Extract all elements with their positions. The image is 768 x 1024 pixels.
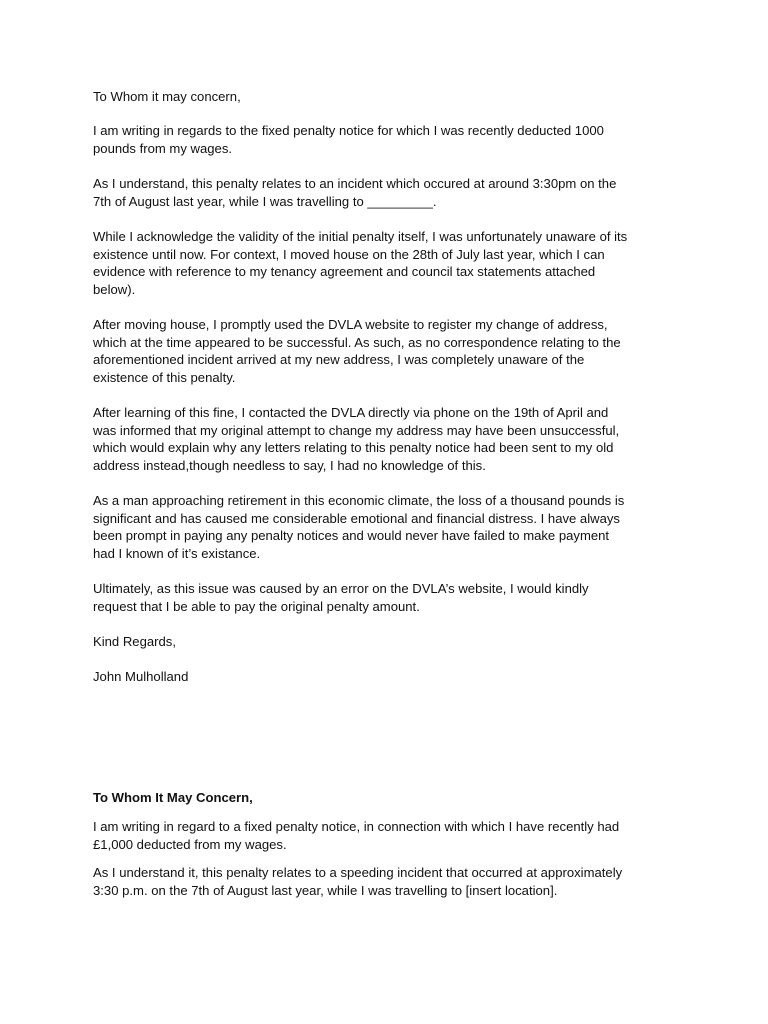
letter1-paragraph-3: While I acknowledge the validity of the initial penalty itself, I was unfortunately unaware of its existence until now. For context, I moved house on the 28th of July last year, which I can evidence with reference to my tenancy agreement and council tax statements attached below). <box>93 229 628 298</box>
letter1-paragraph-4: After moving house, I promptly used the DVLA website to register my change of address, which at the time appeared to be successful. As such, as no correspondence relating to the aforementioned incident arrived at my new address, I was completely unaware of the existence of this penalty. <box>93 317 621 386</box>
letter2-greeting: To Whom It May Concern, <box>93 790 253 805</box>
letter1-closing: Kind Regards, <box>93 634 176 649</box>
letter2-paragraph-2: As I understand it, this penalty relates to a speeding incident that occurred at approximately 3:30 p.m. on the 7th of August last year, while I was travelling to [insert location]. <box>93 865 623 898</box>
letter1-signature: John Mulholland <box>93 669 189 684</box>
letter1-greeting: To Whom it may concern, <box>93 89 241 104</box>
letter1-paragraph-7: Ultimately, as this issue was caused by an error on the DVLA’s website, I would kindly request that I be able to pay the original penalty amount. <box>93 581 589 614</box>
letter1-paragraph-5: After learning of this fine, I contacted the DVLA directly via phone on the 19th of April and was informed that my original attempt to change my address may have been unsuccessful, which would explain why any letters relating to this penalty notice had been sent to my old address instead,though needless to say, I had no knowledge of this. <box>93 405 620 474</box>
letter1-paragraph-1: I am writing in regards to the fixed penalty notice for which I was recently deducted 1000 pounds from my wages. <box>93 123 604 156</box>
letter1-paragraph-6: As a man approaching retirement in this economic climate, the loss of a thousand pounds is significant and has caused me considerable emotional and financial distress. I have always been prompt in paying any penalty notices and would never have failed to make payment had I known of it’s existance. <box>93 493 625 562</box>
letter1-paragraph-2: As I understand, this penalty relates to an incident which occured at around 3:30pm on the 7th of August last year, while I was travelling to _________. <box>93 176 617 209</box>
letter2-paragraph-1: I am writing in regard to a fixed penalty notice, in connection with which I have recently had £1,000 deducted from my wages. <box>93 819 620 852</box>
